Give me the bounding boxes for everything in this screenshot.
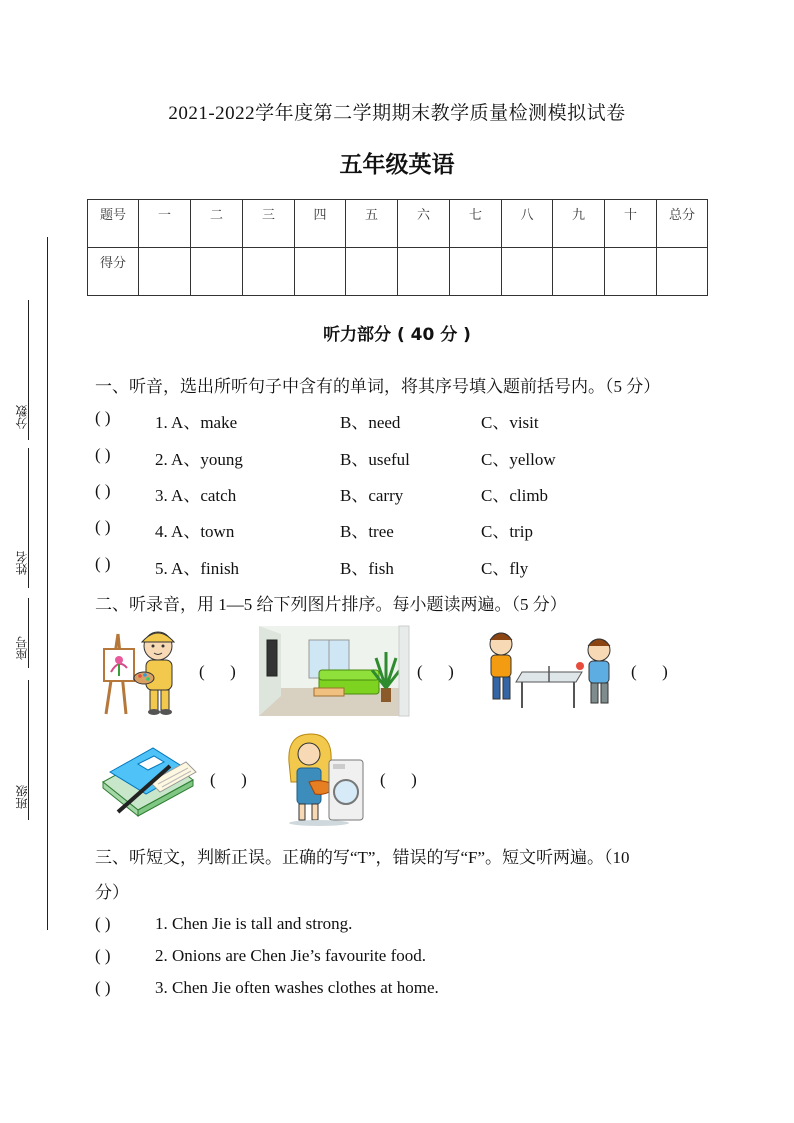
judgement-row [95,978,735,1002]
score-input-cell[interactable] [605,248,657,296]
option-b: B、fish [340,559,394,578]
score-input-cell[interactable] [243,248,295,296]
judgement-row [95,914,735,938]
option-b: B、need [340,413,401,432]
option-c: C、fly [481,559,529,578]
order-blank[interactable]: ( ) [199,662,236,681]
question-row [95,517,735,541]
score-table-cell: 六 [398,200,450,248]
option-c: C、trip [481,522,533,541]
section1-title: 一、听音，选出所听句子中含有的单词，将其序号填入题前括号内。（5 分） [95,377,661,396]
question-row [95,408,735,432]
score-table-cell: 七 [450,200,502,248]
score-input-cell[interactable] [295,248,346,296]
score-table-cell: 五 [346,200,398,248]
score-table-score-row [88,248,708,296]
answer-blank[interactable]: ( ) [95,517,111,536]
option-a: 1. A、make [155,413,238,432]
binding-label-class: 班级 [15,785,29,809]
option-c: C、climb [481,486,549,505]
answer-blank[interactable]: ( ) [95,554,111,573]
question-row [95,481,735,505]
answer-blank[interactable]: ( ) [95,946,111,965]
listening-heading: 听力部分 ( 40 分 ) [323,325,471,345]
score-input-cell[interactable] [502,248,553,296]
order-blank[interactable]: ( ) [210,770,247,789]
option-c: C、yellow [481,450,556,469]
score-input-cell[interactable] [139,248,191,296]
painting-boy-picture [96,624,188,719]
statement-text: 2. Onions are Chen Jie’s favourite food. [155,946,426,965]
binding-label-seat: 座号 [15,636,29,660]
score-input-cell[interactable] [398,248,450,296]
answer-blank[interactable]: ( ) [95,978,111,997]
score-table-cell: 四 [295,200,346,248]
score-table-cell: 二 [191,200,243,248]
statement-text: 3. Chen Jie often washes clothes at home. [155,978,439,997]
ping-pong-kids-picture [484,630,619,712]
score-table-cell: 一 [139,200,191,248]
score-table-cell: 总分 [657,200,708,248]
living-room-picture [259,626,409,716]
section3-title-line2: 分） [95,883,129,902]
books-and-pen-picture [98,742,198,818]
section3-title-line1: 三、听短文，判断正误。正确的写“T”，错误的写“F”。短文听两遍。（10 [95,848,630,867]
question-row [95,554,735,578]
answer-blank[interactable]: ( ) [95,408,111,427]
option-a: 4. A、town [155,522,235,541]
option-a: 5. A、finish [155,559,240,578]
score-input-cell[interactable] [191,248,243,296]
option-b: B、useful [340,450,410,469]
binding-label-name: 姓名 [15,551,29,575]
option-c: C、visit [481,413,539,432]
order-blank[interactable]: ( ) [380,770,417,789]
order-blank[interactable]: ( ) [417,662,454,681]
score-table [87,199,708,296]
score-input-cell[interactable] [553,248,605,296]
section2-title: 二、听录音，用 1—5 给下列图片排序。每小题读两遍。（5 分） [95,595,567,614]
order-blank[interactable]: ( ) [631,662,668,681]
binding-label-score: 分数 [15,405,29,429]
score-table-cell: 十 [605,200,657,248]
score-table-cell: 九 [553,200,605,248]
score-table-cell: 得分 [88,248,139,296]
statement-text: 1. Chen Jie is tall and strong. [155,914,353,933]
score-input-cell[interactable] [346,248,398,296]
option-a: 3. A、catch [155,486,237,505]
judgement-row [95,946,735,970]
score-table-cell: 题号 [88,200,139,248]
score-table-cell: 三 [243,200,295,248]
score-table-cell: 八 [502,200,553,248]
score-input-cell[interactable] [657,248,708,296]
score-table-header-row [88,200,708,248]
exam-title: 2021-2022学年度第二学期期末教学质量检测模拟试卷 [168,103,626,124]
option-a: 2. A、young [155,450,243,469]
answer-blank[interactable]: ( ) [95,914,111,933]
subject-title: 五年级英语 [339,152,455,178]
score-input-cell[interactable] [450,248,502,296]
option-b: B、carry [340,486,404,505]
option-b: B、tree [340,522,394,541]
answer-blank[interactable]: ( ) [95,481,111,500]
girl-washing-clothes-picture [279,732,365,826]
answer-blank[interactable]: ( ) [95,445,111,464]
question-row [95,445,735,469]
